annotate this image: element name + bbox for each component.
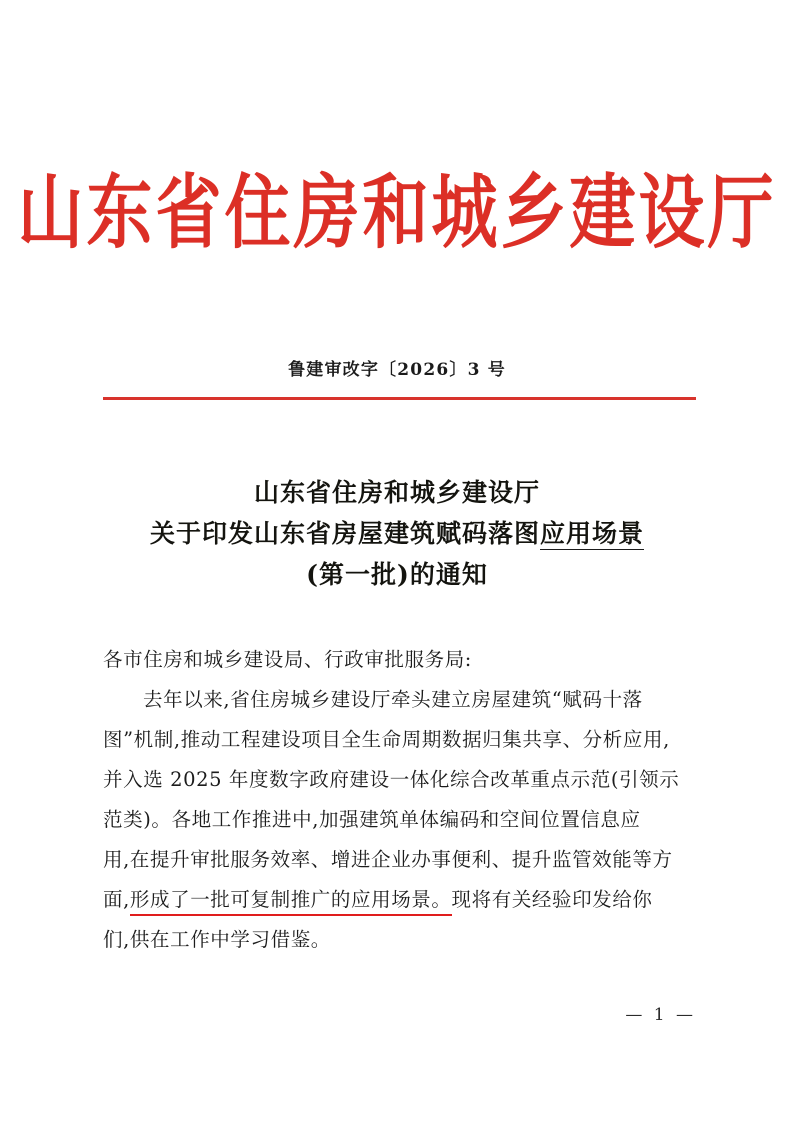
body-salutation: 各市住房和城乡建设局、行政审批服务局: <box>103 648 472 671</box>
title-line-2-underlined: 应用场景 <box>540 519 645 548</box>
title-line-2 <box>0 513 794 554</box>
body-line-1: 去年以来,省住房城乡建设厅牵头建立房屋建筑“赋码十落 <box>143 688 643 711</box>
title-line-3: (第一批)的通知 <box>306 560 488 589</box>
body-line-6 <box>103 880 697 920</box>
document-number: 鲁建审改字〔2026〕3 号 <box>288 360 506 380</box>
body-line-3: 并入选 2025 年度数字政府建设一体化综合改革重点示范(引领示 <box>103 768 680 791</box>
document-body <box>103 640 697 960</box>
body-line-5: 用,在提升审批服务效率、增进企业办事便利、提升监管效能等方 <box>103 848 673 871</box>
body-line-7: 们,供在工作中学习借鉴。 <box>103 928 331 951</box>
body-line-6-suffix: 现将有关经验印发给你 <box>451 888 653 911</box>
body-line-2: 图”机制,推动工程建设项目全生命周期数据归集共享、分析应用, <box>103 728 670 751</box>
body-line-6-prefix: 面, <box>103 888 130 911</box>
body-line-6-red-underlined-phrase: 形成了一批可复制推广的应用场景。 <box>130 888 452 916</box>
masthead-issuer-title: 山东省住房和城乡建设厅 <box>17 164 777 260</box>
body-line-4: 范类)。各地工作推进中,加强建筑单体编码和空间位置信息应 <box>103 808 641 831</box>
masthead <box>0 164 794 260</box>
title-line-2-plain: 关于印发山东省房屋建筑赋码落图 <box>149 519 540 548</box>
red-separator-rule <box>103 397 696 400</box>
page-number-marker: — 1 — <box>625 1005 696 1025</box>
title-line-1: 山东省住房和城乡建设厅 <box>253 478 540 507</box>
document-title-block <box>0 472 794 595</box>
